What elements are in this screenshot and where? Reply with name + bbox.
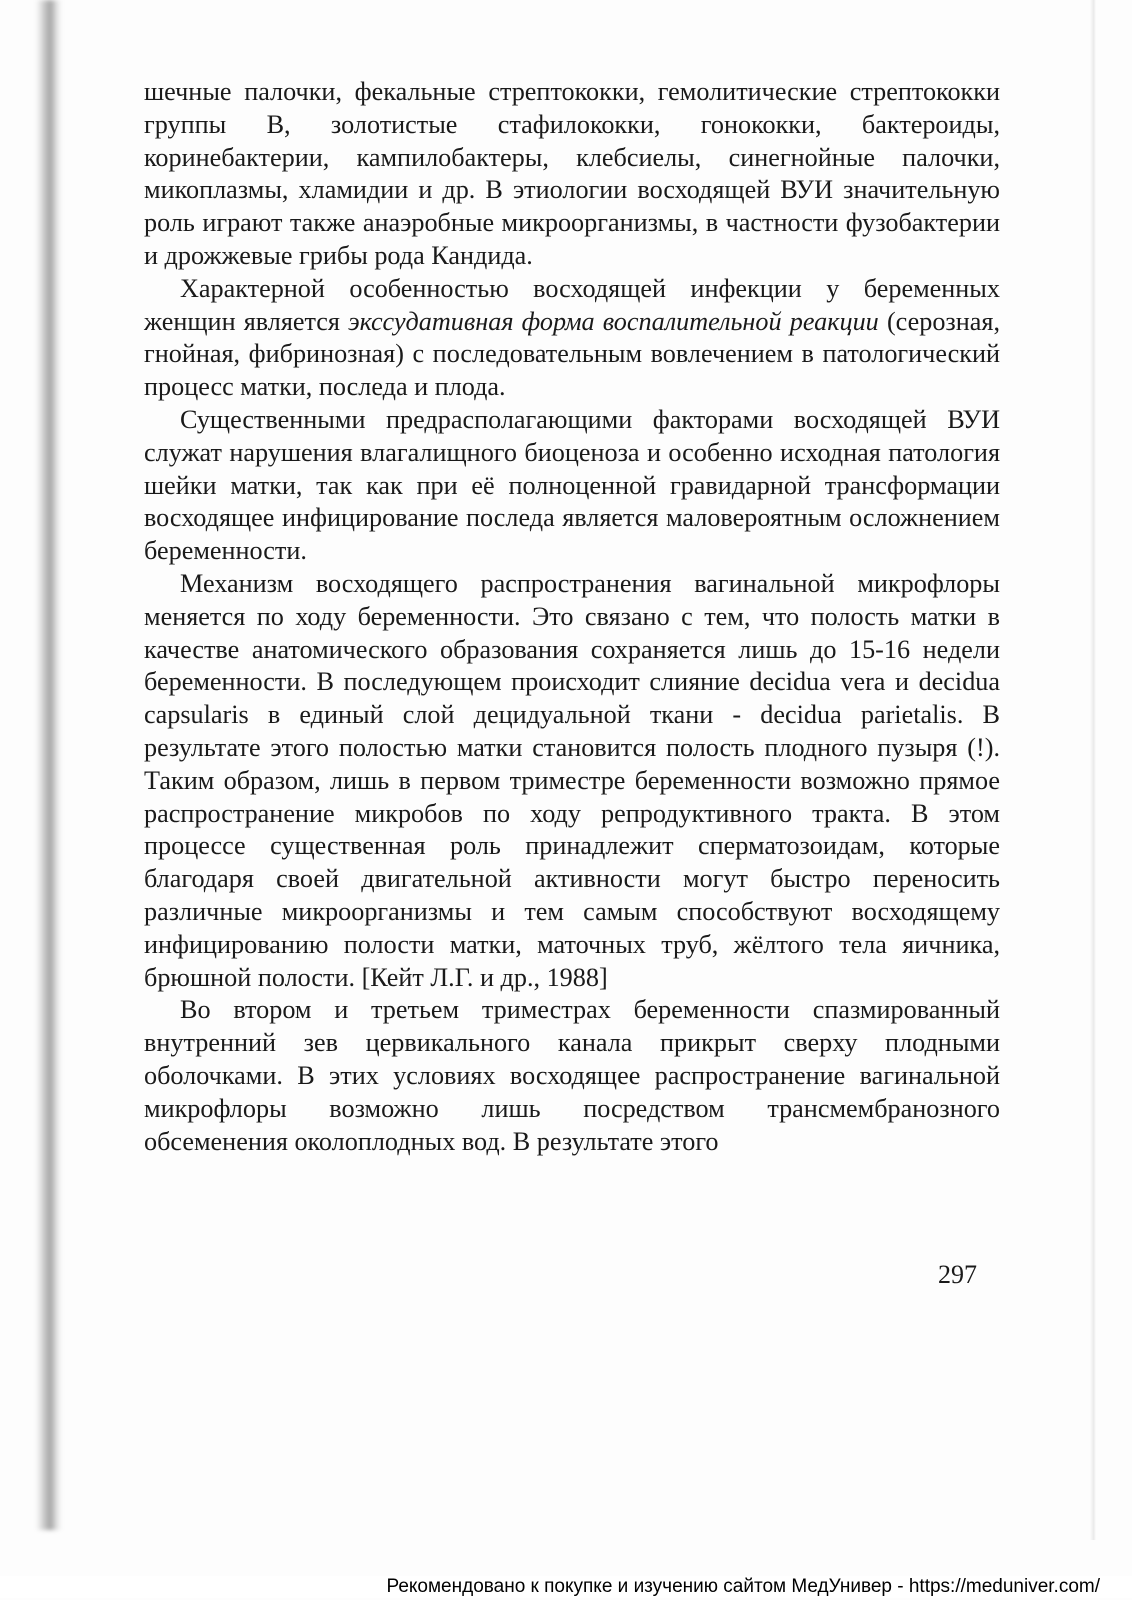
paragraph-4-text: Механизм восходящего распространения вагинальной микрофлоры меняется по ходу беременности. Это связано с тем, что полость матки в качестве анатомического образования сохраняется лишь до 15-16 недели беременности. В последующем происходит слияние decidua vera и decidua capsularis в единый слой децидуальной ткани - decidua parietalis. В результате этого полостью матки становится полость плодного пузыря (!). Таким образом, лишь в первом триместре беременности возможно прямое распространение микробов по ходу репродуктивного тракта. В этом процессе существенная роль принадлежит сперматозоидам, которые благодаря своей двигательной активности могут быстро переносить различные микроорганизмы и тем самым способствуют восходящему инфицированию полости матки, маточных труб, жёлтого тела яичника, брюшной полости. [Кейт Л.Г. и др., 1988] (144, 568, 1000, 992)
paragraph-5-text: Во втором и третьем триместрах беременности спазмированный внутренний зев цервикального канала прикрыт сверху плодными оболочками. В этих условиях восходящее распространение вагинальной микрофлоры возможно лишь посредством трансмембранозного обсеменения околоплодных вод. В результате этого (144, 995, 1000, 1156)
paragraph-2 (144, 273, 1000, 404)
paragraph-2-text-b: (серозная, гнойная, фибринозная) с последовательным вовлечением в патологический процесс матки, последа и плода. (144, 306, 1000, 402)
paragraph-2-italic-term: экссудативная форма воспалительной реакции (348, 306, 879, 336)
paragraph-1 (144, 76, 1000, 273)
page-edge-shadow (1090, 0, 1096, 1540)
paragraph-5 (144, 994, 1000, 1158)
binding-shadow (36, 0, 62, 1530)
paragraph-1-text: шечные палочки, фекальные стрептококки, гемолитические стрептококки группы В, золотистые стафилококки, гонококки, бактероиды, коринебактерии, кампилобактеры, клебсиелы, синегнойные палочки, микоплазмы, хламидии и др. В этиологии восходящей ВУИ значительную роль играют также анаэробные микроорганизмы, в частности фузобактерии и дрожжевые грибы рода Кандида. (144, 77, 1000, 270)
paragraph-3-text: Существенными предрасполагающими факторами восходящей ВУИ служат нарушения влагалищного биоценоза и особенно исходная патология шейки матки, так как при её полноценной гравидарной трансформации восходящее инфицирование последа является маловероятным осложнением беременности. (144, 404, 1000, 566)
body-text (144, 76, 1000, 1158)
paragraph-2-text-a: Характерной особенностью восходящей инфекции у беременных женщин является (144, 273, 1000, 336)
footer-recommendation: Рекомендовано к покупке и изучению сайтом МедУнивер - https://meduniver.com/ (0, 1576, 1132, 1598)
paragraph-4 (144, 568, 1000, 994)
page-number: 297 (938, 1260, 977, 1289)
paragraph-3 (144, 404, 1000, 568)
